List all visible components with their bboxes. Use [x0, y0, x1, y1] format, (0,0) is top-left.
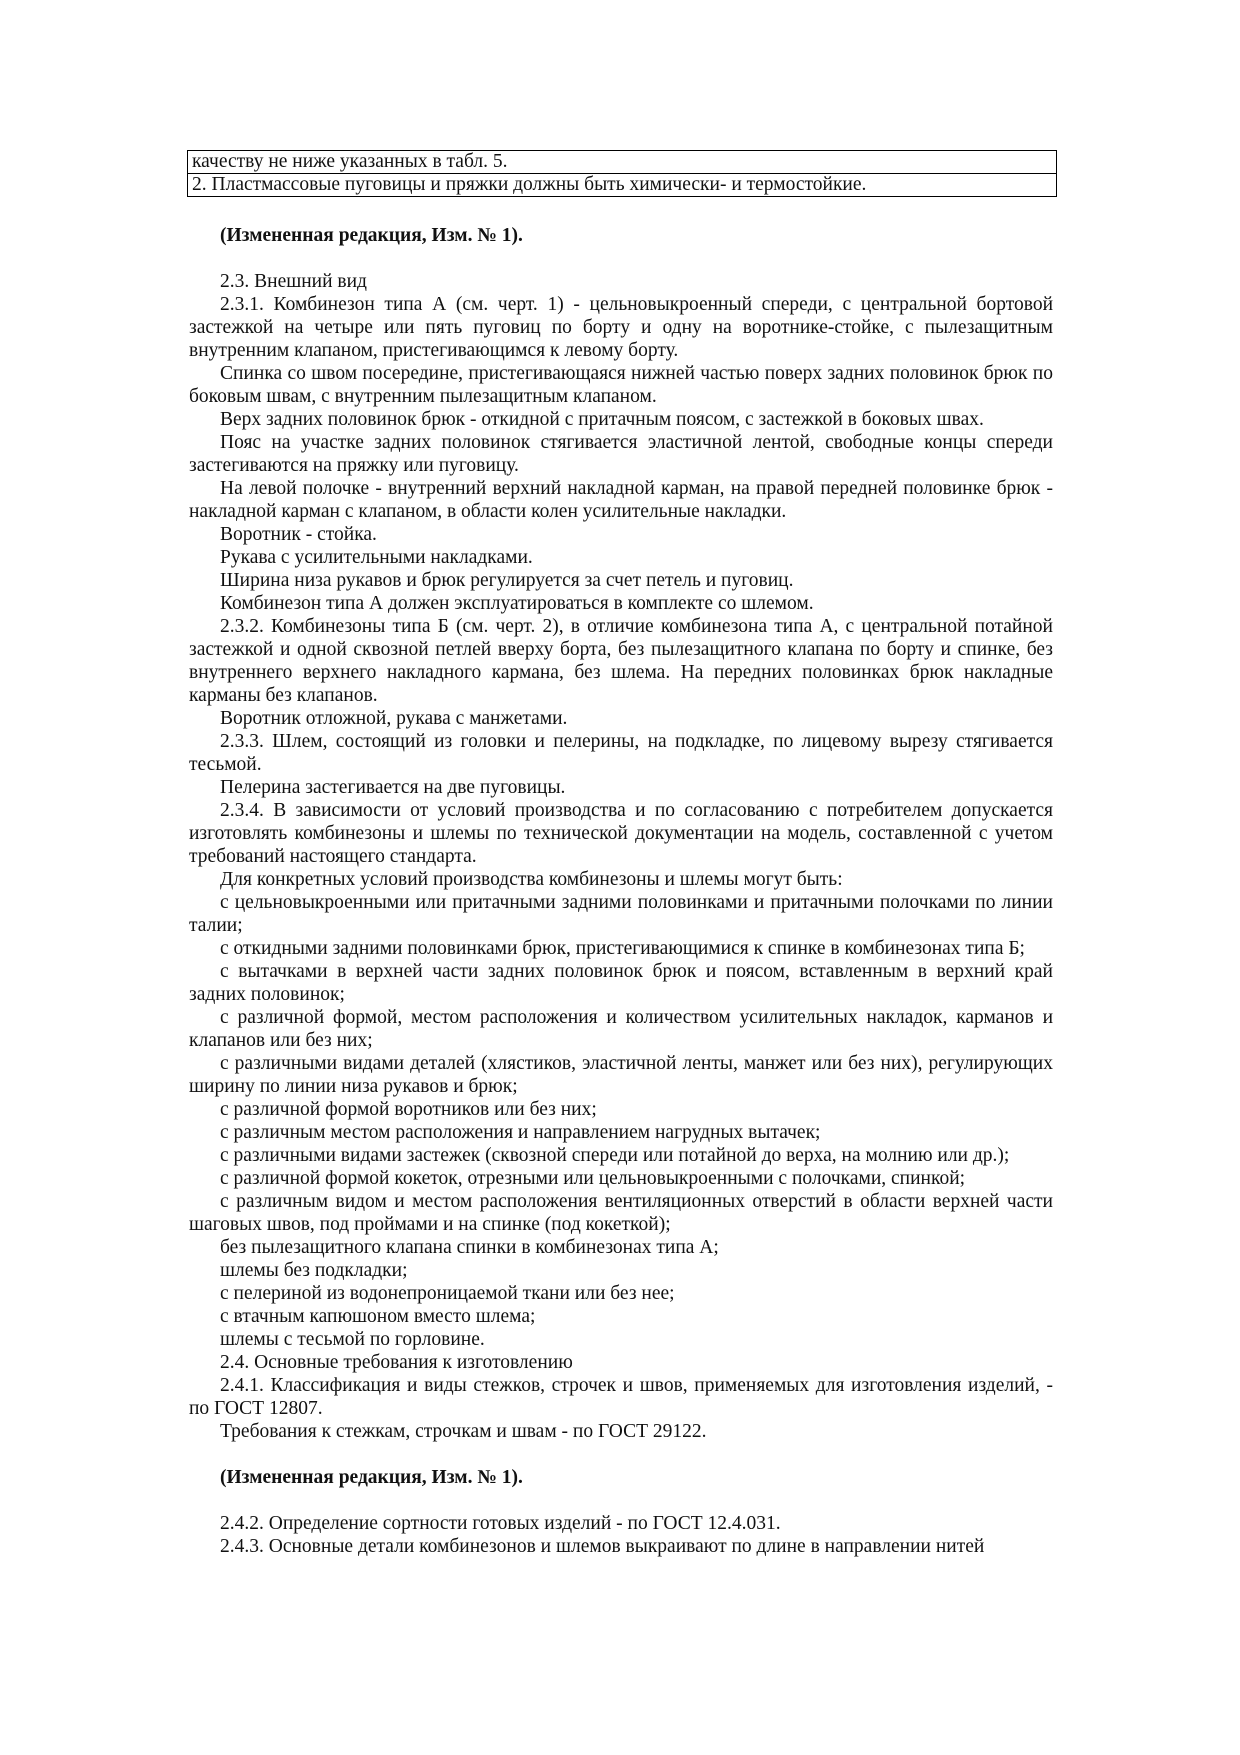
list-item: с пелериной из водонепроницаемой ткани или без нее; [220, 1283, 675, 1304]
document-body [189, 224, 1053, 1558]
list-item: с различной формой, местом расположения и количеством усилительных накладок, карманов и клапанов или без них; [189, 1007, 1053, 1051]
paragraph: Пояс на участке задних половинок стягивается эластичной лентой, свободные концы спереди застегиваются на пряжку или пуговицу. [189, 432, 1053, 476]
amendment-note: (Измененная редакция, Изм. № 1). [220, 1467, 523, 1488]
paragraph: 2.3.3. Шлем, состоящий из головки и пелерины, на подкладке, по лицевому вырезу стягивается тесьмой. [189, 731, 1053, 775]
paragraph: Требования к стежкам, строчкам и швам - по ГОСТ 29122. [220, 1421, 707, 1442]
list-item: с вытачками в верхней части задних половинок брюк и поясом, вставленным в верхний край задних половинок; [189, 961, 1053, 1005]
paragraph: Спинка со швом посередине, пристегивающаяся нижней частью поверх задних половинок брюк по боковым швам, с внутренним пылезащитным клапаном. [189, 363, 1053, 407]
paragraph: 2.4.2. Определение сортности готовых изделий - по ГОСТ 12.4.031. [220, 1513, 781, 1534]
paragraph: На левой полочке - внутренний верхний накладной карман, на правой передней половинке брюк - накладной карман с клапаном, в области колен усилительные накладки. [189, 478, 1053, 522]
paragraph: Воротник отложной, рукава с манжетами. [220, 708, 568, 729]
paragraph: Рукава с усилительными накладками. [220, 547, 533, 568]
list-item: с различной формой воротников или без них; [220, 1099, 597, 1120]
paragraph: Для конкретных условий производства комбинезоны и шлемы могут быть: [220, 869, 843, 890]
paragraph: Ширина низа рукавов и брюк регулируется за счет петель и пуговиц. [220, 570, 794, 591]
list-item: с различным видом и местом расположения вентиляционных отверстий в области верхней части шаговых швов, под проймами и на спинке (под кокеткой); [189, 1191, 1053, 1235]
list-item: с откидными задними половинками брюк, пристегивающимися к спинке в комбинезонах типа Б; [220, 938, 1025, 959]
paragraph: Пелерина застегивается на две пуговицы. [220, 777, 566, 798]
paragraph: Воротник - стойка. [220, 524, 377, 545]
paragraph: 2.3.4. В зависимости от условий производства и по согласованию с потребителем допускается изготовлять комбинезоны и шлемы по технической документации на модель, составленной с учетом требований настоящего стандарта. [189, 800, 1053, 867]
paragraph: 2.3.2. Комбинезоны типа Б (см. черт. 2), в отличие комбинезона типа А, с центральной потайной застежкой и одной сквозной петлей вверху борта, без пылезащитного клапана по борту и спинке, без внутреннего верхнего накладного кармана, без шлема. На передних половинках брюк накладные карманы без клапанов. [189, 616, 1053, 706]
list-item: без пылезащитного клапана спинки в комбинезонах типа А; [220, 1237, 719, 1258]
list-item: с различным местом расположения и направлением нагрудных вытачек; [220, 1122, 821, 1143]
section-heading: 2.3. Внешний вид [220, 271, 367, 292]
paragraph: 2.4.3. Основные детали комбинезонов и шлемов выкраивают по длине в направлении нитей [220, 1536, 985, 1557]
list-item: с цельновыкроенными или притачными задними половинками и притачными полочками по линии талии; [189, 892, 1053, 936]
list-item: с различными видами деталей (хлястиков, эластичной ленты, манжет или без них), регулирующих ширину по линии низа рукавов и брюк; [189, 1053, 1053, 1097]
list-item: с различной формой кокеток, отрезными или цельновыкроенными с полочками, спинкой; [220, 1168, 966, 1189]
table-row: 2. Пластмассовые пуговицы и пряжки должны быть химически- и термостойкие. [188, 173, 1056, 196]
table-row: качеству не ниже указанных в табл. 5. [192, 151, 508, 172]
paragraph: Верх задних половинок брюк - откидной с притачным поясом, с застежкой в боковых швах. [220, 409, 984, 430]
table-fragment [187, 150, 1057, 197]
list-item: шлемы с тесьмой по горловине. [220, 1329, 485, 1350]
list-item: шлемы без подкладки; [220, 1260, 408, 1281]
paragraph: 2.4.1. Классификация и виды стежков, строчек и швов, применяемых для изготовления изделий, - по ГОСТ 12807. [189, 1375, 1053, 1419]
amendment-note: (Измененная редакция, Изм. № 1). [220, 225, 523, 246]
list-item: с различными видами застежек (сквозной спереди или потайной до верха, на молнию или др.); [220, 1145, 1010, 1166]
paragraph: Комбинезон типа А должен эксплуатироваться в комплекте со шлемом. [220, 593, 814, 614]
list-item: с втачным капюшоном вместо шлема; [220, 1306, 536, 1327]
section-heading: 2.4. Основные требования к изготовлению [220, 1352, 573, 1373]
paragraph: 2.3.1. Комбинезон типа А (см. черт. 1) - цельновыкроенный спереди, с центральной бортовой застежкой на четыре или пять пуговиц по борту и одну на воротнике-стойке, с пылезащитным внутренним клапаном, пристегивающимся к левому борту. [189, 294, 1053, 361]
